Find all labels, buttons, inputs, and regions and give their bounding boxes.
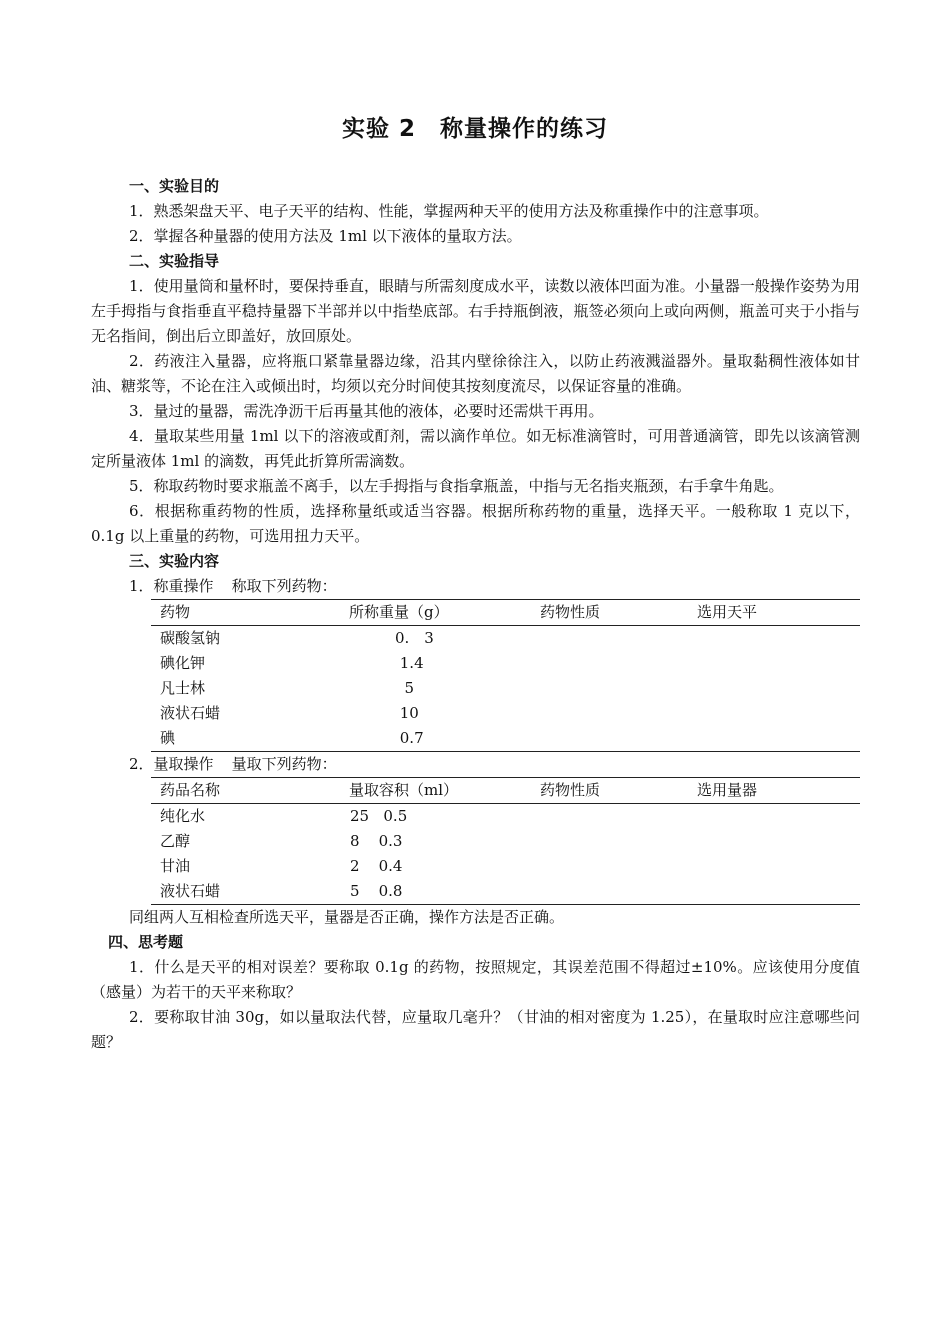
table-header-cell: 药物 <box>151 600 340 626</box>
table-cell: 甘油 <box>160 857 191 875</box>
table-header-cell: 药物性质 <box>531 778 688 804</box>
table-row <box>151 651 860 676</box>
table-header-cell: 选用量器 <box>688 778 860 804</box>
table-cell: 液状石蜡 <box>160 704 221 722</box>
table-cell: 纯化水 <box>160 807 206 825</box>
table-cell: 碘 <box>151 726 340 752</box>
measuring-table <box>151 777 860 905</box>
table-cell: 碘化钾 <box>160 654 206 672</box>
table-header-cell: 所称重量（g） <box>340 600 531 626</box>
weighing-number: 1． <box>129 577 154 595</box>
table-cell: 1.4 <box>395 654 424 672</box>
paragraph: 2．掌握各种量器的使用方法及 1ml 以下液体的量取方法。 <box>129 227 522 245</box>
table-cell: 凡士林 <box>160 679 206 697</box>
table-row <box>151 626 860 652</box>
table-cell: 液状石蜡 <box>151 879 340 905</box>
table-cell: 5 0.8 <box>340 879 531 905</box>
section-heading-questions: 四、思考题 <box>108 933 184 951</box>
table-header-row <box>151 778 860 804</box>
table-header-cell: 药品名称 <box>151 778 340 804</box>
section-heading-purpose: 一、实验目的 <box>129 177 220 195</box>
weighing-label: 称重操作 <box>153 577 214 595</box>
table-cell: 25 0.5 <box>350 807 408 825</box>
paragraph: 1．什么是天平的相对误差？要称取 0.1g 的药物，按照规定，其误差范围不得超过±10%。应该使用分度值（感量）为若干的天平来称取？ <box>91 958 860 1001</box>
weighing-table <box>151 599 860 752</box>
table-cell: 2 0.4 <box>350 857 403 875</box>
measuring-label: 量取操作 <box>153 755 214 773</box>
table-header-row <box>151 600 860 626</box>
table-cell: 10 <box>395 704 419 722</box>
document-body <box>91 174 860 1055</box>
paragraph: 3．量过的量器，需洗净沥干后再量其他的液体，必要时还需烘干再用。 <box>129 402 604 420</box>
table-cell: 碳酸氢钠 <box>160 629 221 647</box>
paragraph: 1．使用量筒和量杯时，要保持垂直，眼睛与所需刻度成水平，读数以液体凹面为准。小量器一般操作姿势为用左手拇指与食指垂直平稳持量器下半部并以中指垫底部。右手持瓶倒液，瓶签必须向上或向两侧，瓶盖可夹于小指与无名指间，倒出后立即盖好，放回原处。 <box>91 277 860 345</box>
table-row <box>151 879 860 905</box>
table-row <box>151 676 860 701</box>
table-cell: 0.7 <box>340 726 531 752</box>
table-row <box>151 854 860 879</box>
paragraph: 5．称取药物时要求瓶盖不离手，以左手拇指与食指拿瓶盖，中指与无名指夹瓶颈，右手拿牛角匙。 <box>129 477 784 495</box>
table-cell: 0. 3 <box>395 629 434 647</box>
table-header-cell: 选用天平 <box>688 600 860 626</box>
paragraph: 6．根据称重药物的性质，选择称量纸或适当容器。根据所称药物的重量，选择天平。一般称取 1 克以下，0.1g 以上重量的药物，可选用扭力天平。 <box>91 502 860 545</box>
table-row <box>151 829 860 854</box>
paragraph: 2．要称取甘油 30g，如以量取法代替，应量取几毫升？（甘油的相对密度为 1.25），在量取时应注意哪些问题？ <box>91 1008 860 1051</box>
table-row <box>151 726 860 752</box>
table-header-cell: 量取容积（ml） <box>340 778 531 804</box>
paragraph: 2．药液注入量器，应将瓶口紧靠量器边缘，沿其内壁徐徐注入，以防止药液溅溢器外。量取黏稠性液体如甘油、糖浆等，不论在注入或倾出时，均须以充分时间使其按刻度流尽，以保证容量的准确。 <box>91 352 860 395</box>
table-cell: 乙醇 <box>160 832 191 850</box>
section-heading-content: 三、实验内容 <box>129 552 220 570</box>
paragraph: 1．熟悉架盘天平、电子天平的结构、性能，掌握两种天平的使用方法及称重操作中的注意事项。 <box>129 202 769 220</box>
table-cell: 8 0.3 <box>350 832 403 850</box>
weighing-desc: 称取下列药物： <box>231 577 337 595</box>
table-cell: 5 <box>395 679 415 697</box>
page-title: 实验 2 称量操作的练习 <box>341 116 608 142</box>
table-header-cell: 药物性质 <box>531 600 688 626</box>
measuring-number: 2． <box>129 755 154 773</box>
measuring-desc: 量取下列药物： <box>231 755 337 773</box>
measuring-subheading <box>91 752 860 777</box>
section-heading-guidance: 二、实验指导 <box>129 252 220 270</box>
check-note: 同组两人互相检查所选天平，量器是否正确，操作方法是否正确。 <box>129 908 565 926</box>
weighing-subheading <box>91 574 860 599</box>
table-row <box>151 701 860 726</box>
table-row <box>151 804 860 830</box>
paragraph: 4．量取某些用量 1ml 以下的溶液或酊剂，需以滴作单位。如无标准滴管时，可用普通滴管，即先以该滴管测定所量液体 1ml 的滴数，再凭此折算所需滴数。 <box>91 427 860 470</box>
